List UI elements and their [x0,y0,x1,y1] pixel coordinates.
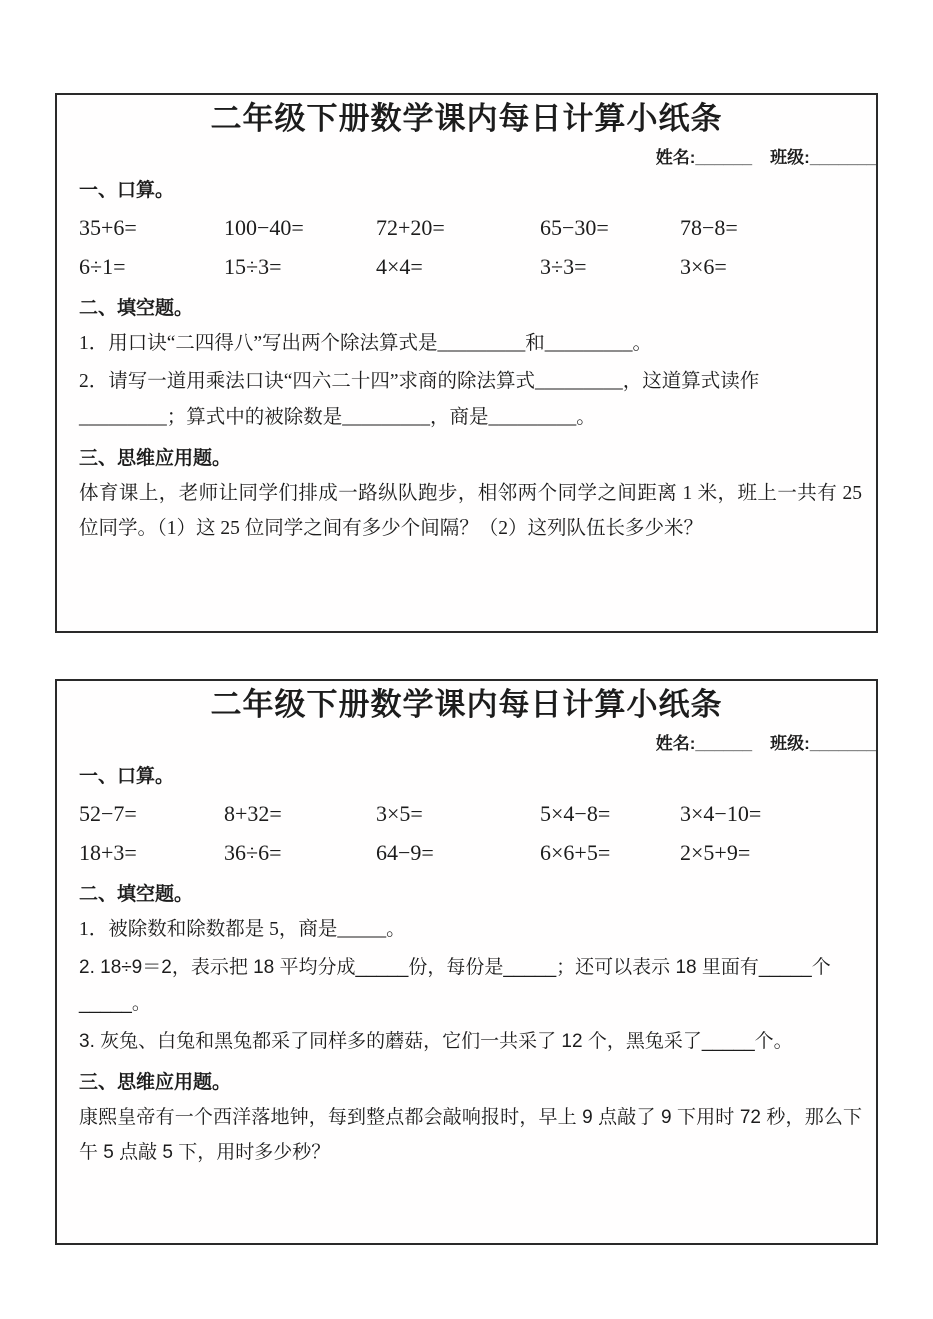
oral-problem: 3÷3= [540,254,587,280]
oral-problem: 3×5= [376,801,423,827]
oral-problem: 72+20= [376,215,445,241]
oral-problem: 78−8= [680,215,738,241]
oral-problem: 18+3= [79,840,137,866]
fill-question-1: 1．被除数和除数都是 5，商是_____。 [79,918,406,940]
name-blank: ______ [695,147,753,167]
fill-section-heading: 二、填空题。 [79,298,194,320]
worksheet-card-2 [55,679,878,1245]
application-section-heading: 三、思维应用题。 [79,447,232,469]
class-blank: _______ [809,733,876,753]
oral-problem: 52−7= [79,801,137,827]
application-section-heading: 三、思维应用题。 [79,1071,232,1093]
application-problem: 康熙皇帝有一个西洋落地钟，每到整点都会敲响报时，早上 9 点敲了 9 下用时 72 秒，那么下午 5 点敲 5 下，用时多少秒？ [79,1107,862,1164]
oral-problem: 100−40= [224,215,304,241]
name-class-line [57,143,876,168]
oral-problem: 15÷3= [224,254,282,280]
worksheet-card-1 [55,93,878,633]
class-label: 班级: [770,733,810,753]
oral-problem: 3×6= [680,254,727,280]
oral-problems-row [79,794,862,872]
card-content [57,763,876,1171]
fill-question-2: 2．请写一道用乘法口诀“四六二十四”求商的除法算式_________，这道算式读作_________；算式中的被除数是_________，商是_________。 [79,370,760,428]
fill-question-3: 3. 灰兔、白兔和黑兔都采了同样多的蘑菇，它们一共采了 12 个，黑兔采了_____个。 [79,1030,793,1052]
oral-section-heading: 一、口算。 [79,179,175,201]
oral-problem: 35+6= [79,215,137,241]
oral-problem: 6÷1= [79,254,126,280]
fill-question-2: 2. 18÷9＝2，表示把 18 平均分成_____份，每份是_____；还可以表示 18 里面有_____个_____。 [79,956,831,1014]
oral-problems-row [79,208,862,286]
oral-problem: 6×6+5= [540,840,611,866]
name-class-line [57,729,876,754]
worksheet-title: 二年级下册数学课内每日计算小纸条 [210,101,723,136]
application-problem: 体育课上，老师让同学们排成一路纵队跑步，相邻两个同学之间距离 1 米，班上一共有 25 位同学。（1）这 25 位同学之间有多少个间隔？（2）这列队伍长多少米？ [79,483,862,540]
class-blank: _______ [809,147,876,167]
name-label: 姓名: [655,147,696,167]
oral-problem: 5×4−8= [540,801,611,827]
fill-section-heading: 二、填空题。 [79,884,194,906]
oral-problem: 8+32= [224,801,282,827]
oral-problem: 36÷6= [224,840,282,866]
fill-question-1: 1．用口诀“二四得八”写出两个除法算式是_________和_________。 [79,332,653,354]
oral-section-heading: 一、口算。 [79,765,175,787]
oral-problem: 64−9= [376,840,434,866]
card-content [57,177,876,547]
oral-problem: 2×5+9= [680,840,751,866]
oral-problem: 65−30= [540,215,609,241]
oral-problem: 4×4= [376,254,423,280]
worksheet-title: 二年级下册数学课内每日计算小纸条 [210,687,723,722]
name-label: 姓名: [655,733,696,753]
oral-problem: 3×4−10= [680,801,762,827]
name-blank: ______ [695,733,753,753]
class-label: 班级: [770,147,810,167]
